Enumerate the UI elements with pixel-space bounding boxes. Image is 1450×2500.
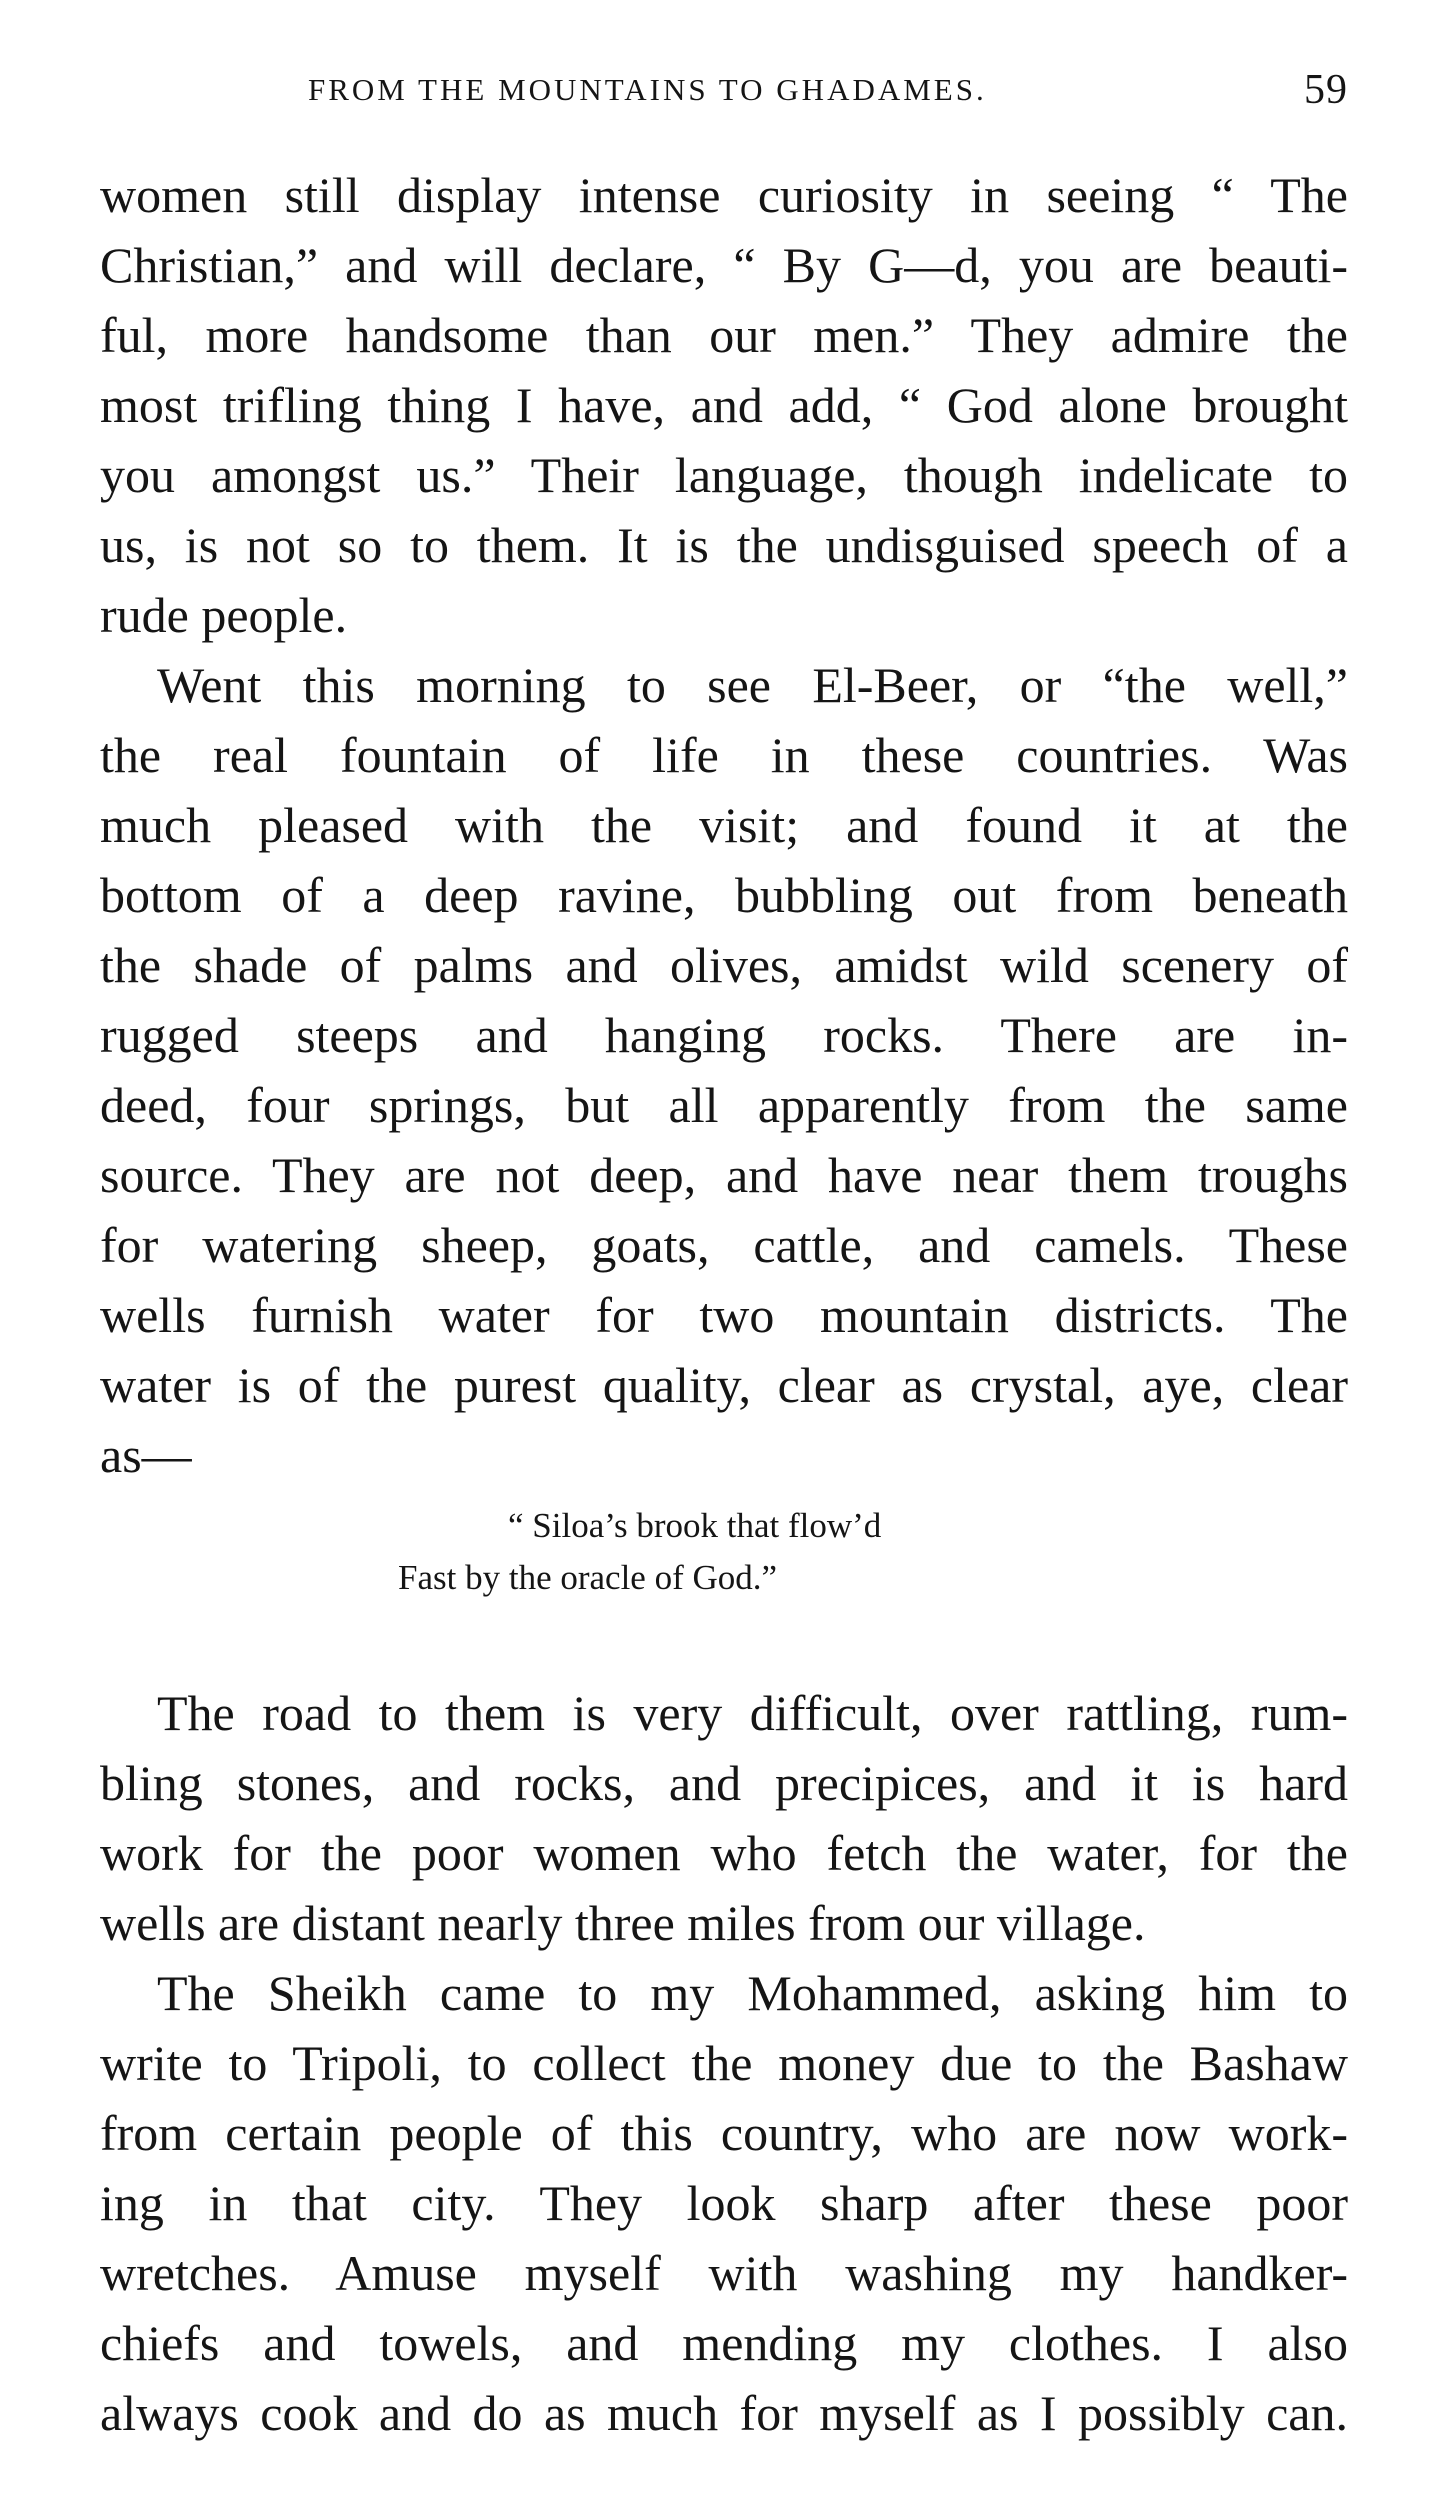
text-line: bling stones, and rocks, and precipices, and it is hard (100, 1755, 1348, 1811)
text-line: Went this morning to see El-Beer, or “the well,” (157, 657, 1348, 713)
text-line: women still display intense curiosity in seeing “ The (100, 167, 1348, 223)
paragraph-curiosity (100, 160, 1348, 650)
quotation (100, 1492, 1348, 1678)
text-line: Christian,” and will declare, “ By G—d, you are beauti- (100, 237, 1348, 293)
paragraph-sheikh (100, 1958, 1348, 2448)
paragraph-well (100, 650, 1348, 1490)
text-line: deed, four springs, but all apparently from the same (100, 1077, 1348, 1133)
text-line: ing in that city. They look sharp after these poor (100, 2175, 1348, 2231)
text-line: source. They are not deep, and have near them troughs (100, 1147, 1348, 1203)
text-line: for watering sheep, goats, cattle, and camels. These (100, 1217, 1348, 1273)
text-line: wretches. Amuse myself with washing my handker- (100, 2245, 1348, 2301)
running-title: FROM THE MOUNTAINS TO GHADAMES. (308, 72, 987, 107)
text-line: the shade of palms and olives, amidst wild scenery of (100, 937, 1348, 993)
text-line: bottom of a deep ravine, bubbling out from beneath (100, 867, 1348, 923)
text-line: write to Tripoli, to collect the money due to the Bashaw (100, 2035, 1348, 2091)
quote-line: “ Siloa’s brook that flow’d (508, 1506, 882, 1545)
text-line: chiefs and towels, and mending my clothes. I also (100, 2315, 1348, 2371)
quote-line: Fast by the oracle of God.” (398, 1558, 778, 1597)
text-line: from certain people of this country, who are now work- (100, 2105, 1348, 2161)
text-line: rude people. (100, 587, 348, 643)
text-line: most trifling thing I have, and add, “ God alone brought (100, 377, 1348, 433)
text-line: work for the poor women who fetch the water, for the (100, 1825, 1348, 1881)
text-line: wells are distant nearly three miles from our village. (100, 1895, 1146, 1951)
page-number: 59 (1304, 67, 1348, 113)
text-line: the real fountain of life in these countries. Was (100, 727, 1348, 783)
page-text (100, 160, 1348, 2448)
text-line: you amongst us.” Their language, though indelicate to (100, 447, 1348, 503)
paragraph-road (100, 1678, 1348, 1958)
text-line: as— (100, 1427, 192, 1483)
text-line: ful, more handsome than our men.” They admire the (100, 307, 1348, 363)
text-line: wells furnish water for two mountain districts. The (100, 1287, 1348, 1343)
text-line: much pleased with the visit; and found it at the (100, 797, 1348, 853)
text-line: always cook and do as much for myself as I possibly can. (100, 2385, 1348, 2441)
text-line: us, is not so to them. It is the undisguised speech of a (100, 517, 1348, 573)
text-line: water is of the purest quality, clear as crystal, aye, clear (100, 1357, 1348, 1413)
running-head (100, 66, 1348, 126)
text-line: The road to them is very difficult, over rattling, rum- (157, 1685, 1348, 1741)
text-line: rugged steeps and hanging rocks. There are in- (100, 1007, 1348, 1063)
text-line: The Sheikh came to my Mohammed, asking him to (157, 1965, 1348, 2021)
